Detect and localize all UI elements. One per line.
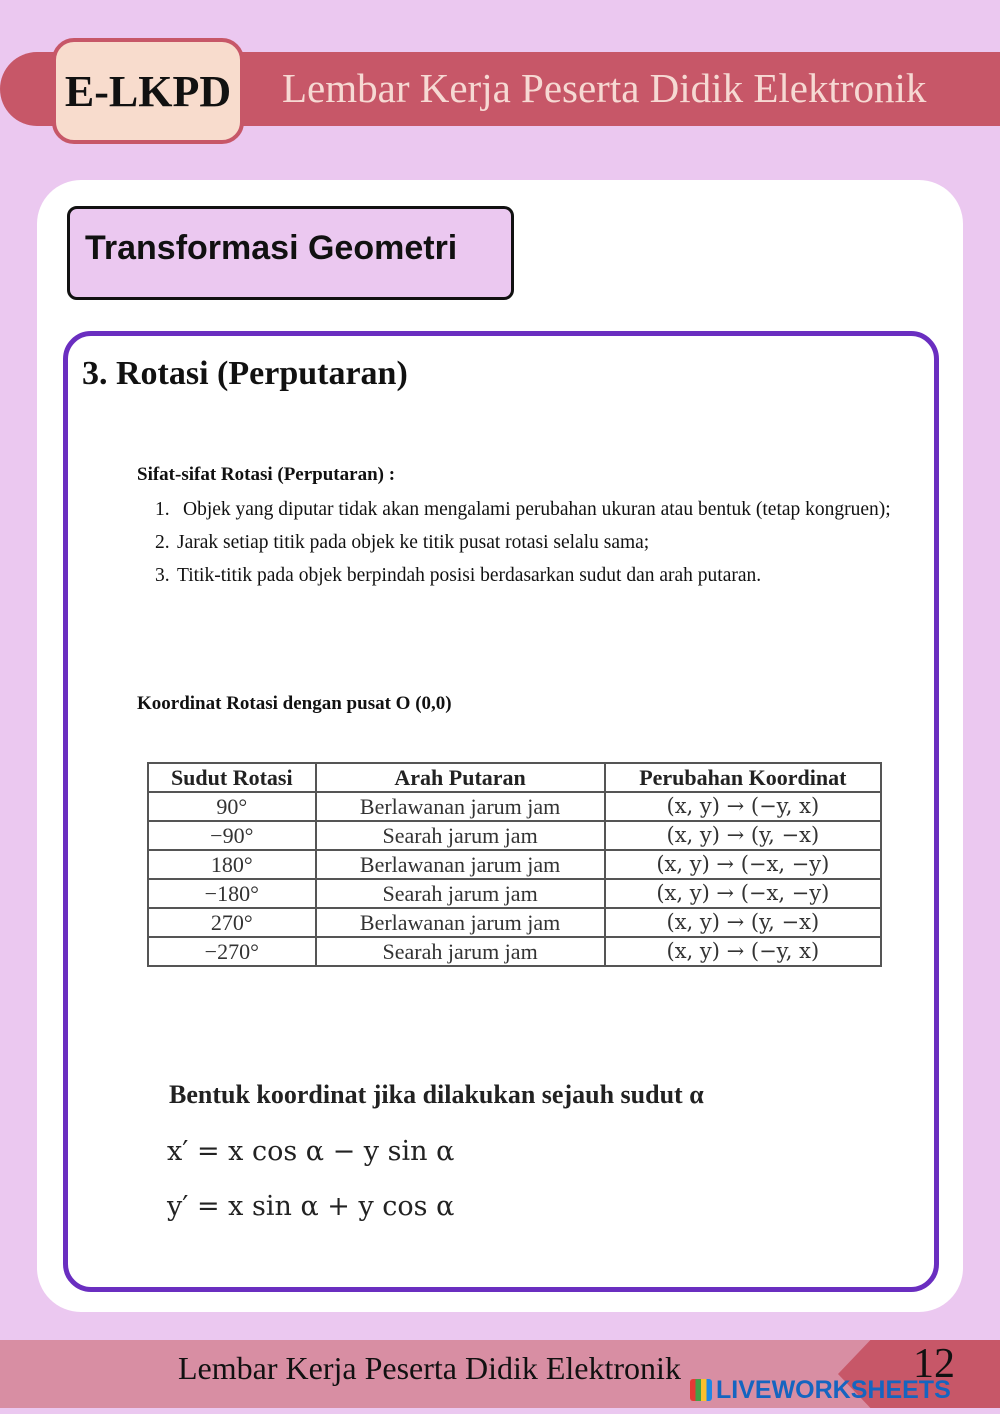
cell-coordinate-change: (x, y) → (−x, −y) bbox=[605, 879, 881, 908]
table-row bbox=[148, 792, 881, 821]
topic-title: Transformasi Geometri bbox=[67, 206, 514, 300]
logo-badge: E-LKPD bbox=[52, 38, 244, 144]
list-item-number: 3. bbox=[155, 565, 170, 586]
list-item-number: 2. bbox=[155, 532, 170, 553]
cell-coordinate-change: (x, y) → (−y, x) bbox=[605, 792, 881, 821]
cell-direction: Berlawanan jarum jam bbox=[316, 908, 605, 937]
table-row bbox=[148, 908, 881, 937]
rotation-table bbox=[147, 762, 882, 967]
cell-angle: −90° bbox=[148, 821, 316, 850]
alpha-heading: Bentuk koordinat jika dilakukan sejauh sudut α bbox=[169, 1080, 704, 1109]
table-row bbox=[148, 850, 881, 879]
cell-coordinate-change: (x, y) → (y, −x) bbox=[605, 821, 881, 850]
cell-direction: Searah jarum jam bbox=[316, 879, 605, 908]
cell-coordinate-change: (x, y) → (−x, −y) bbox=[605, 850, 881, 879]
page-number: 12 bbox=[913, 1341, 955, 1387]
cell-direction: Searah jarum jam bbox=[316, 937, 605, 966]
cell-angle: −270° bbox=[148, 937, 316, 966]
section-title: 3. Rotasi (Perputaran) bbox=[82, 355, 408, 392]
header-coordinate-change: Perubahan Koordinat bbox=[605, 763, 881, 792]
properties-heading: Sifat-sifat Rotasi (Perputaran) : bbox=[137, 464, 396, 485]
list-item-number: 1. bbox=[155, 499, 170, 520]
list-item-text: Objek yang diputar tidak akan mengalami perubahan ukuran atau bentuk (tetap kongruen); bbox=[183, 499, 891, 520]
liveworksheets-badge[interactable] bbox=[690, 1375, 951, 1405]
cell-angle: −180° bbox=[148, 879, 316, 908]
table-row bbox=[148, 937, 881, 966]
properties-list bbox=[155, 493, 895, 592]
list-item-text: Titik-titik pada objek berpindah posisi berdasarkan sudut dan arah putaran. bbox=[177, 565, 762, 586]
cell-direction: Searah jarum jam bbox=[316, 821, 605, 850]
cell-coordinate-change: (x, y) → (y, −x) bbox=[605, 908, 881, 937]
list-item bbox=[155, 559, 895, 592]
table-header-row bbox=[148, 763, 881, 792]
formula-y: y′ = x sin α + y cos α bbox=[167, 1191, 455, 1222]
cell-direction: Berlawanan jarum jam bbox=[316, 792, 605, 821]
formula-x: x′ = x cos α − y sin α bbox=[167, 1136, 455, 1167]
cell-angle: 90° bbox=[148, 792, 316, 821]
header-angle: Sudut Rotasi bbox=[148, 763, 316, 792]
liveworksheets-icon bbox=[690, 1379, 712, 1401]
liveworksheets-label: LIVEWORKSHEETS bbox=[716, 1375, 951, 1404]
cell-angle: 180° bbox=[148, 850, 316, 879]
list-item-text: Jarak setiap titik pada objek ke titik pusat rotasi selalu sama; bbox=[177, 532, 650, 553]
table-row bbox=[148, 821, 881, 850]
cell-angle: 270° bbox=[148, 908, 316, 937]
header-title: Lembar Kerja Peserta Didik Elektronik bbox=[282, 65, 927, 111]
cell-coordinate-change: (x, y) → (−y, x) bbox=[605, 937, 881, 966]
table-row bbox=[148, 879, 881, 908]
cell-direction: Berlawanan jarum jam bbox=[316, 850, 605, 879]
list-item bbox=[155, 493, 895, 526]
header-direction: Arah Putaran bbox=[316, 763, 605, 792]
list-item bbox=[155, 526, 895, 559]
coordinates-heading: Koordinat Rotasi dengan pusat O (0,0) bbox=[137, 693, 452, 714]
footer-title: Lembar Kerja Peserta Didik Elektronik bbox=[178, 1350, 681, 1386]
